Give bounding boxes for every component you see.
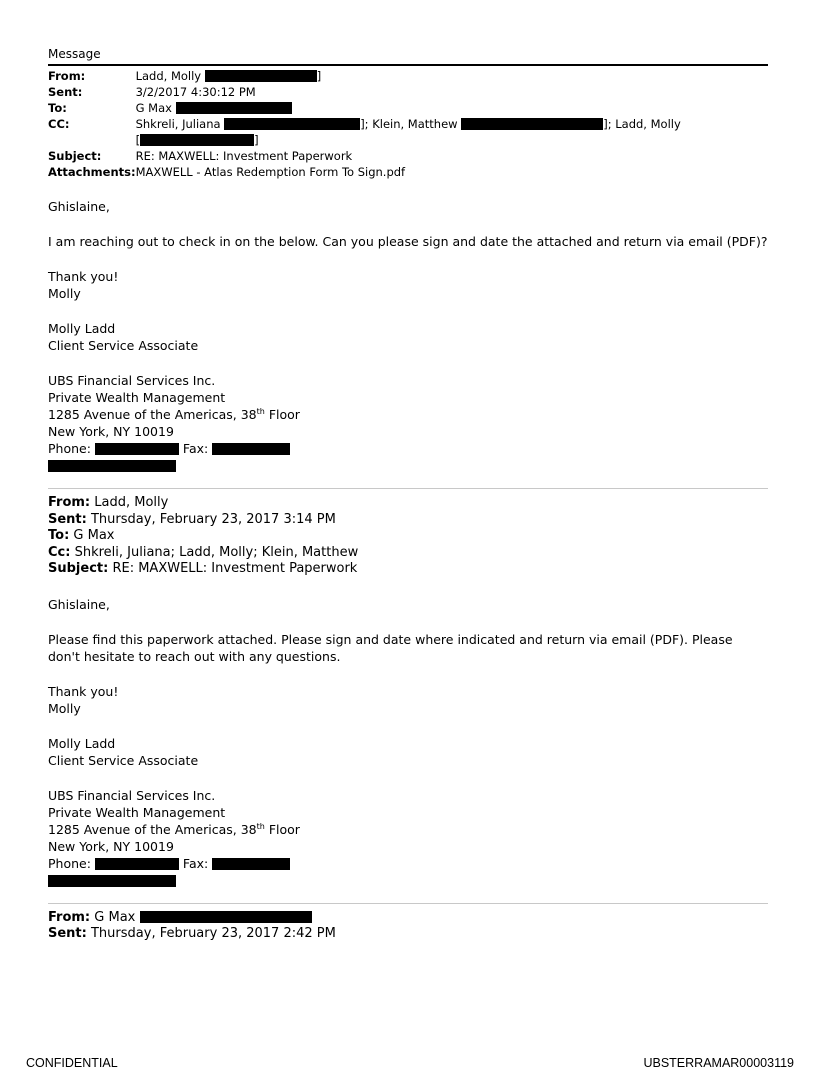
forwarded-header-2: From: G Max Sent: Thursday, February 23, 2017 2:42 PM [48, 909, 336, 941]
greeting: Ghislaine, [48, 596, 110, 612]
city-line: New York, NY 10019 [48, 424, 174, 439]
redaction-block [176, 102, 292, 114]
message-label: Message [48, 47, 101, 61]
redaction-block [95, 858, 179, 870]
email-body-2 [48, 596, 768, 889]
from-value: Ladd, Molly [90, 495, 169, 510]
redaction-block [140, 134, 254, 146]
signoff: Molly [48, 286, 81, 301]
separator-line [48, 488, 768, 489]
redaction-block [48, 460, 176, 472]
company-name: UBS Financial Services Inc. [48, 373, 216, 388]
attachments-label: Attachments: [48, 165, 136, 179]
company-name: UBS Financial Services Inc. [48, 787, 216, 803]
subject-row [48, 148, 768, 164]
redaction-block [48, 875, 176, 887]
subject-value: RE: MAXWELL: Investment Paperwork [135, 149, 353, 163]
thanks-line: Thank you! [48, 269, 119, 284]
address-line: 1285 Avenue of the Americas, 38th Floor [48, 407, 300, 422]
cc-value-a: Shkreli, Juliana [135, 117, 221, 131]
redaction-block [212, 858, 290, 870]
cc-label: CC: [48, 117, 70, 131]
body-text: I am reaching out to check in on the below. Can you please sign and date the attached and return via email (PDF)? [48, 234, 768, 249]
attachments-row [48, 164, 768, 180]
division-name: Private Wealth Management [48, 390, 226, 405]
phone-label: Phone: [48, 441, 91, 456]
cc-value-b: ]; Klein, Matthew [360, 117, 458, 131]
fax-label: Fax: [182, 441, 209, 456]
redaction-block [140, 911, 312, 923]
confidential-label: CONFIDENTIAL [26, 1056, 118, 1070]
message-header [48, 68, 768, 180]
sent-value: Thursday, February 23, 2017 2:42 PM [86, 926, 336, 941]
header-rule [48, 64, 768, 66]
separator-line [48, 903, 768, 904]
redaction-block [461, 118, 603, 130]
redaction-block [224, 118, 360, 130]
signoff: Molly [48, 700, 81, 716]
sent-value: 3/2/2017 4:30:12 PM [135, 85, 256, 99]
from-value: G Max [90, 909, 136, 925]
greeting: Ghislaine, [48, 199, 110, 214]
to-value: G Max [69, 528, 115, 543]
document-page [48, 46, 768, 943]
sent-label: Sent: [48, 85, 83, 99]
phone-fax-line [48, 440, 768, 457]
to-label: To: [48, 101, 67, 115]
body-text: Please find this paperwork attached. Please sign and date where indicated and return via email (PDF). Please don't hesitate to reach out with any questions. [48, 631, 733, 664]
signature-name: Molly Ladd [48, 735, 116, 751]
to-row [48, 100, 768, 116]
to-value: G Max [135, 101, 172, 115]
signature-name: Molly Ladd [48, 321, 116, 336]
sent-value: Thursday, February 23, 2017 3:14 PM [86, 511, 336, 527]
signature-title: Client Service Associate [48, 752, 199, 768]
from-label: From: [48, 69, 86, 83]
fax-label: Fax: [182, 855, 209, 871]
sent-row [48, 84, 768, 100]
forwarded-header-1: From: Ladd, Molly Sent: Thursday, February 23, 2017 3:14 PM To: G Max Cc: Shkreli, Juliana; Ladd, Molly; Klein, Matthew Subject: RE: MAXWELL: Investment Paperwork [48, 495, 359, 576]
redaction-block [95, 443, 179, 455]
signature-title: Client Service Associate [48, 338, 199, 353]
cc-value-c: ]; Ladd, Molly [603, 117, 681, 131]
redaction-block [205, 70, 317, 82]
phone-label: Phone: [48, 855, 91, 871]
subject-value: RE: MAXWELL: Investment Paperwork [108, 561, 358, 576]
thanks-line: Thank you! [48, 683, 119, 699]
redaction-block [212, 443, 290, 455]
cc-value: Shkreli, Juliana; Ladd, Molly; Klein, Matthew [70, 544, 359, 560]
cc-value-d: ] [254, 133, 259, 147]
division-name: Private Wealth Management [48, 804, 226, 820]
from-value: Ladd, Molly [135, 69, 202, 83]
attachment-link[interactable]: MAXWELL - Atlas Redemption Form To Sign.pdf [135, 165, 406, 179]
cc-row: CC: Shkreli, Juliana ]; Klein, Matthew ]; Ladd, Molly [ ] [48, 117, 681, 147]
subject-label: Subject: [48, 149, 102, 163]
bates-number: UBSTERRAMAR00003119 [643, 1056, 794, 1070]
phone-fax-line [48, 855, 768, 872]
from-suffix: ] [316, 69, 322, 83]
email-body-1 [48, 198, 768, 474]
address-line: 1285 Avenue of the Americas, 38th Floor [48, 821, 300, 837]
city-line: New York, NY 10019 [48, 838, 174, 854]
from-row [48, 68, 768, 84]
